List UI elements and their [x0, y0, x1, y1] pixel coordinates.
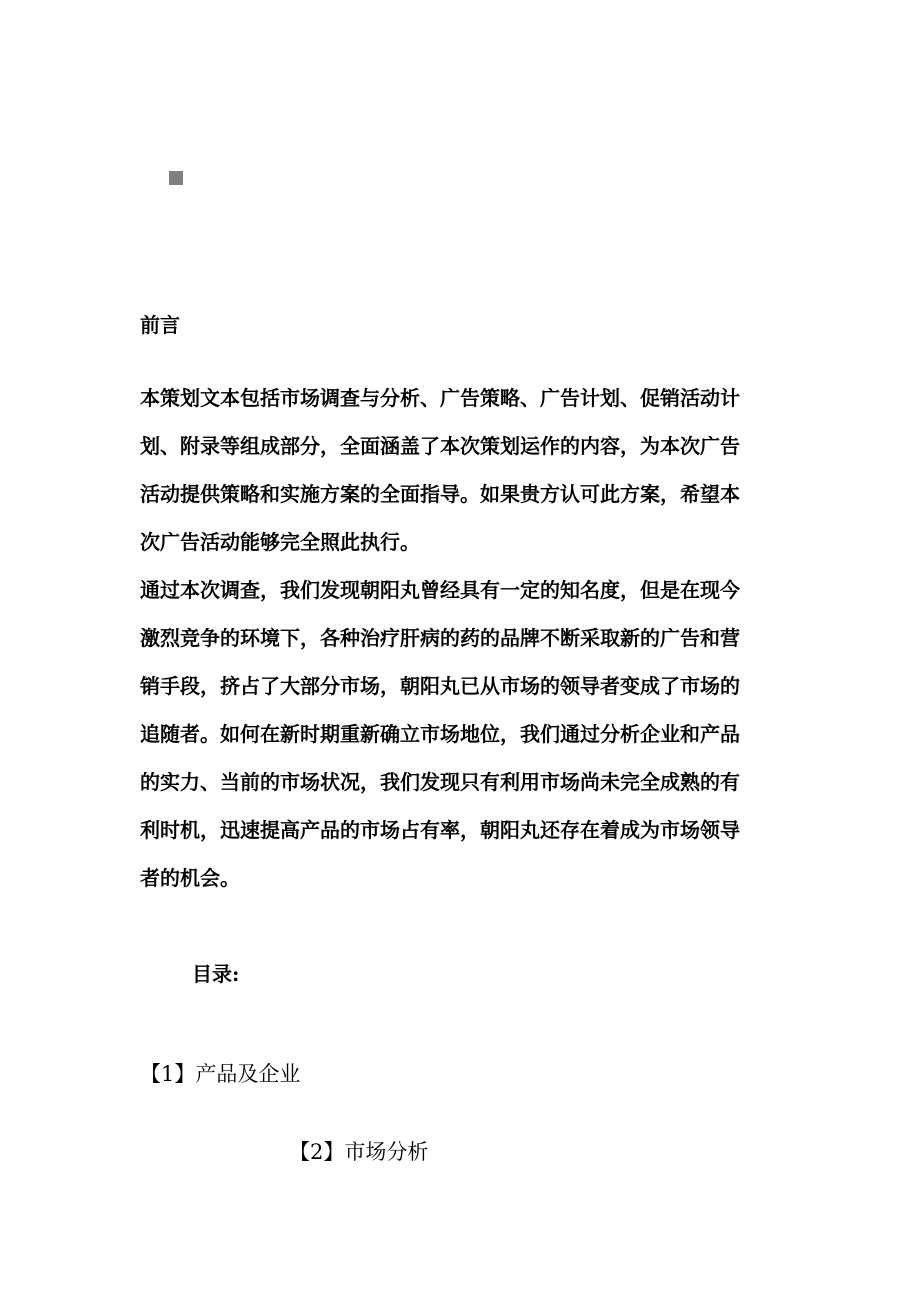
toc-item-product-enterprise: 【1】产品及企业 [140, 1062, 301, 1086]
paragraph-line: 销手段，挤占了大部分市场，朝阳丸已从市场的领导者变成了市场的 [140, 674, 740, 698]
paragraph-line: 者的机会。 [140, 866, 240, 890]
section-heading-preface: 前言 [140, 313, 180, 337]
paragraph-line: 通过本次调查，我们发现朝阳丸曾经具有一定的知名度，但是在现今 [140, 578, 740, 602]
paragraph-line: 追随者。如何在新时期重新确立市场地位，我们通过分析企业和产品 [140, 722, 740, 746]
paragraph-line: 的实力、当前的市场状况，我们发现只有利用市场尚未完全成熟的有 [140, 770, 740, 794]
paragraph-line: 激烈竞争的环境下，各种治疗肝病的药的品牌不断采取新的广告和营 [140, 626, 740, 650]
paragraph-line: 次广告活动能够完全照此执行。 [140, 530, 420, 554]
paragraph-line: 本策划文本包括市场调查与分析、广告策略、广告计划、促销活动计 [140, 386, 740, 410]
paragraph-line: 利时机，迅速提高产品的市场占有率，朝阳丸还存在着成为市场领导 [140, 818, 740, 842]
body-paragraph [140, 566, 785, 902]
paragraph-line: 划、附录等组成部分，全面涵盖了本次策划运作的内容，为本次广告 [140, 434, 740, 458]
toc-title: 目录: [192, 962, 240, 986]
paragraph-line: 活动提供策略和实施方案的全面指导。如果贵方认可此方案，希望本 [140, 482, 740, 506]
square-bullet-icon [169, 171, 183, 185]
toc-item-market-analysis: 【2】市场分析 [289, 1140, 429, 1164]
intro-paragraph [140, 374, 785, 566]
